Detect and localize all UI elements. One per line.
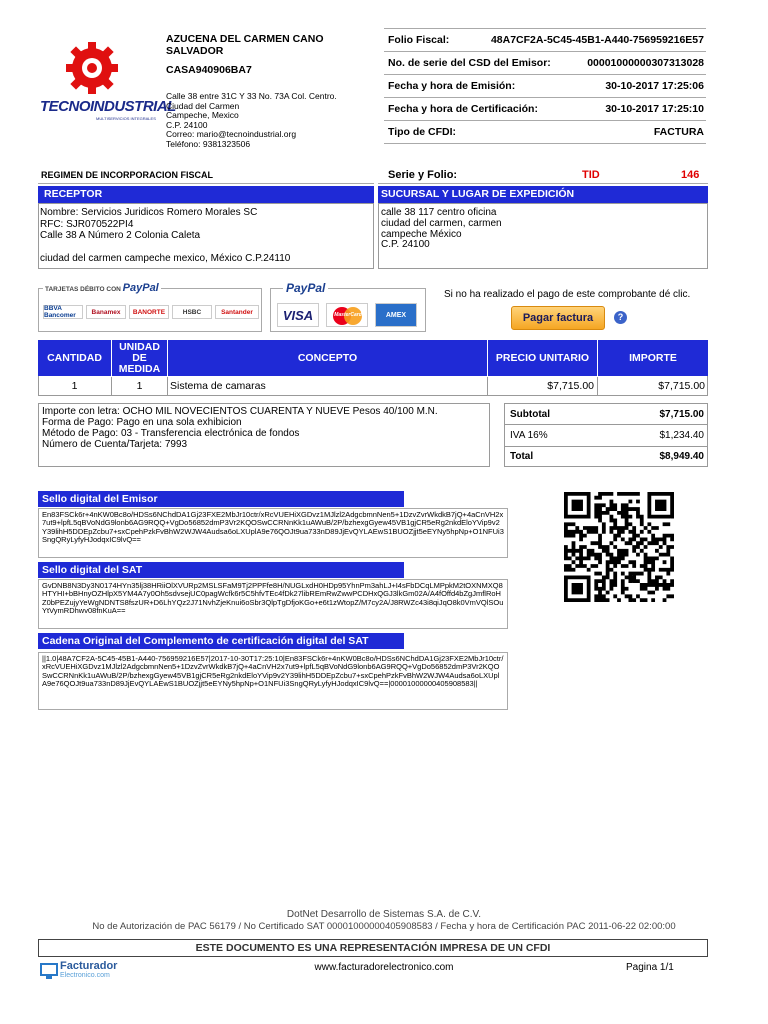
facturador-logo: Facturador Electronico.com bbox=[40, 960, 160, 982]
serie-value: TID bbox=[582, 169, 600, 181]
receptor-details: Nombre: Servicios Juridicos Romero Morales SC RFC: SJR070522PI4 Calle 38 A Número 2 Colonia Caleta ciudad del carmen campeche mexico, México C.P.24110 bbox=[38, 203, 374, 269]
receptor-title: RECEPTOR bbox=[38, 186, 374, 203]
sello-emisor-text: En83FSCk6r+4nKW0Bc8o/HDSs6NChdDA1Gj23FXE2MbJr10ctr/xRcVUEHiXGDvz1MJlzl2AdgcbmnNen5+1DzvZvrWkdkB7jQ+4aCnVH2x7ut9+lpfL5qBVoNdG9lonb6AG9RQQ+VgDo56852dmP3Vr2KQOSwCCRNnKk1uAWuB/2P/bzhexgGyew45VB1gjCR5eRg2nkdEloYVip9v2Y39lihH5DDEpZcbu7+sxCpehPzkFvBhW2WJW4Audsa6oLXUplA9e76QOJt9ua733nD89JjEvQYLAEwS1BUOZjjt5eEYNy5hpNp+O1NFUi3SngQRyLyfyHJodqxIC9lvQ== bbox=[38, 508, 508, 558]
folio-value: 146 bbox=[681, 169, 700, 181]
issuer-name: AZUCENA DEL CARMEN CANO SALVADOR bbox=[166, 33, 324, 57]
paypal-logo-small: PayPal bbox=[122, 282, 159, 294]
fiscal-row-emision: Fecha y hora de Emisión: 30-10-2017 17:25:06 bbox=[384, 75, 706, 98]
footer-website[interactable]: www.facturadorelectronico.com bbox=[314, 962, 454, 973]
credit-cards-panel[interactable] bbox=[270, 281, 426, 332]
regimen-fiscal: REGIMEN DE INCORPORACION FISCAL bbox=[38, 166, 374, 184]
sucursal-title: SUCURSAL Y LUGAR DE EXPEDICIÓN bbox=[378, 186, 708, 203]
paypal-logo: PayPal bbox=[283, 281, 328, 295]
cadena-original-text: ||1.0|48A7CF2A-5C45-45B1-A440-756959216E57|2017-10-30T17:25:10|En83FSCk6r+4nKW0Bc8o/HDSs6NChdDA1Gj23FXE2MbJr10ctr/xRcVUEHiXGDvz1MJlzl2AdgcbmnNen5+1DzvZvrWkdkB7jQ+4aCnVH2x7ut9+lpfL5qBVoNdG9lonb6AG9RQQ+VgDo56852dmP3Vr2KQOSwCCRNnKk1uAWuB/2P/bzhexgGyew45VB1gjCR5eRg2nkdEloYVip9v2Y39lihH5DDEpZcbu7+sxCpehPzkFvBhW2WJW4Audsa6oLXUplA9e76QOJt9ua733nD89JjEvQYLAEwS1BUOZjjt5eEYNy5hpNp+O1NFUi3SngQRyLyfyHJodqxIC9lvQ==|00001000000405908583|| bbox=[38, 652, 508, 710]
subtotal-row: Subtotal $7,715.00 bbox=[505, 404, 707, 425]
bbva-logo: BBVA Bancomer bbox=[43, 305, 83, 319]
header-concepto: CONCEPTO bbox=[168, 340, 488, 376]
payment-info: Importe con letra: OCHO MIL NOVECIENTOS CUARENTA Y NUEVE Pesos 40/100 M.N. Forma de Pago: Pago en una sola exhibicion Método de Pago: 03 - Transferencia electrónica de fondos Número de Cuenta/Tarjeta: 7993 bbox=[38, 403, 490, 467]
fiscal-row-csd: No. de serie del CSD del Emisor: 00001000000307313028 bbox=[384, 52, 706, 75]
totals-box bbox=[504, 403, 708, 467]
gear-icon bbox=[36, 38, 158, 100]
logo-wordmark: TECNOINDUSTRIAL bbox=[40, 98, 176, 115]
sello-emisor-title: Sello digital del Emisor bbox=[38, 491, 404, 507]
issuer-rfc: CASA940906BA7 bbox=[166, 64, 252, 76]
serie-folio: Serie y Folio: TID 146 bbox=[378, 166, 708, 184]
santander-logo: Santander bbox=[215, 305, 259, 319]
sello-sat-text: GvDNB8N3Dy3N0174HYn35lj38HRiiOlXVURp2MSLSFaM9Tj2PPFfe8H/NUGLxdH0HDp95YhnPm3ahLJ+I4sFbDCqLMPpkM2tOXNMXQ8HTYHI+bBHnyOZHlpX5YM4A7y0Oh5sdvsejUC0pagWcfk6r5C5hfvTEc4fDk27libREmRwZwwPCDHxQGJ3lkGm02A/A4fOffd4bZgJmflRoHZ0bPEZujyYeWgNDNTS8fszUR+D6LhYQz2J71NvhZjeKnui6oSbr3QlpTgDfjoKGo+e6t1zWtopZ/M7cy2A/J8RWZc43i8qiJqO8k0VmVQlSOuYtVymRDhwv08fnKuA== bbox=[38, 579, 508, 629]
cadena-original-title: Cadena Original del Complemento de certificación digital del SAT bbox=[38, 633, 404, 649]
header-precio: PRECIO UNITARIO bbox=[488, 340, 598, 376]
header-cantidad: CANTIDAD bbox=[38, 340, 112, 376]
mastercard-logo: MasterCard bbox=[326, 303, 368, 327]
footer-pac-info: No de Autorización de PAC 56179 / No Certificado SAT 00001000000405908583 / Fecha y hora de Certificación PAC 2011-06-22 02:00:00 bbox=[92, 921, 676, 932]
banamex-logo: Banamex bbox=[86, 305, 126, 319]
fiscal-row-tipo: Tipo de CFDI: FACTURA bbox=[384, 121, 706, 144]
header-importe: IMPORTE bbox=[598, 340, 708, 376]
footer-company: DotNet Desarrollo de Sistemas S.A. de C.V. bbox=[286, 909, 482, 920]
visa-logo: VISA bbox=[277, 303, 319, 327]
pay-invoice-button[interactable]: Pagar factura bbox=[511, 306, 605, 330]
fiscal-row-certificacion: Fecha y hora de Certificación: 30-10-2017 17:25:10 bbox=[384, 98, 706, 121]
debit-cards-panel[interactable]: TARJETAS DÉBITO CON PayPal BBVA Bancomer Banamex BANORTE HSBC Santander bbox=[38, 288, 262, 332]
issuer-logo bbox=[36, 38, 176, 130]
footer-page-number: Pagina 1/1 bbox=[626, 962, 674, 973]
logo-tagline: MULTISERVICIOS INTEGRALES bbox=[96, 116, 156, 121]
sello-sat-title: Sello digital del SAT bbox=[38, 562, 404, 578]
fiscal-row-folio: Folio Fiscal: 48A7CF2A-5C45-45B1-A440-756959216E57 bbox=[384, 29, 706, 52]
banorte-logo: BANORTE bbox=[129, 305, 169, 319]
payment-message: Si no ha realizado el pago de este comprobante dé clic. bbox=[444, 289, 691, 300]
qr-code-icon bbox=[564, 492, 674, 602]
header-unidad: UNIDAD DE MEDIDA bbox=[112, 340, 168, 376]
total-row: Total $8,949.40 bbox=[510, 451, 704, 462]
issuer-address: Calle 38 entre 31C Y 33 No. 73A Col. Centro. Ciudad del Carmen Campeche, Mexico C.P. 24100 Correo: mario@tecnoindustrial.org Teléfono: 9381323506 bbox=[166, 91, 337, 149]
footer-notice: ESTE DOCUMENTO ES UNA REPRESENTACIÓN IMPRESA DE UN CFDI bbox=[38, 939, 708, 957]
hsbc-logo: HSBC bbox=[172, 305, 212, 319]
iva-row: IVA 16% $1,234.40 bbox=[505, 425, 707, 447]
help-icon[interactable]: ? bbox=[614, 311, 627, 324]
amex-logo: AMEX bbox=[375, 303, 417, 327]
sucursal-details: calle 38 117 centro oficina ciudad del carmen, carmen campeche México C.P. 24100 bbox=[378, 203, 708, 269]
